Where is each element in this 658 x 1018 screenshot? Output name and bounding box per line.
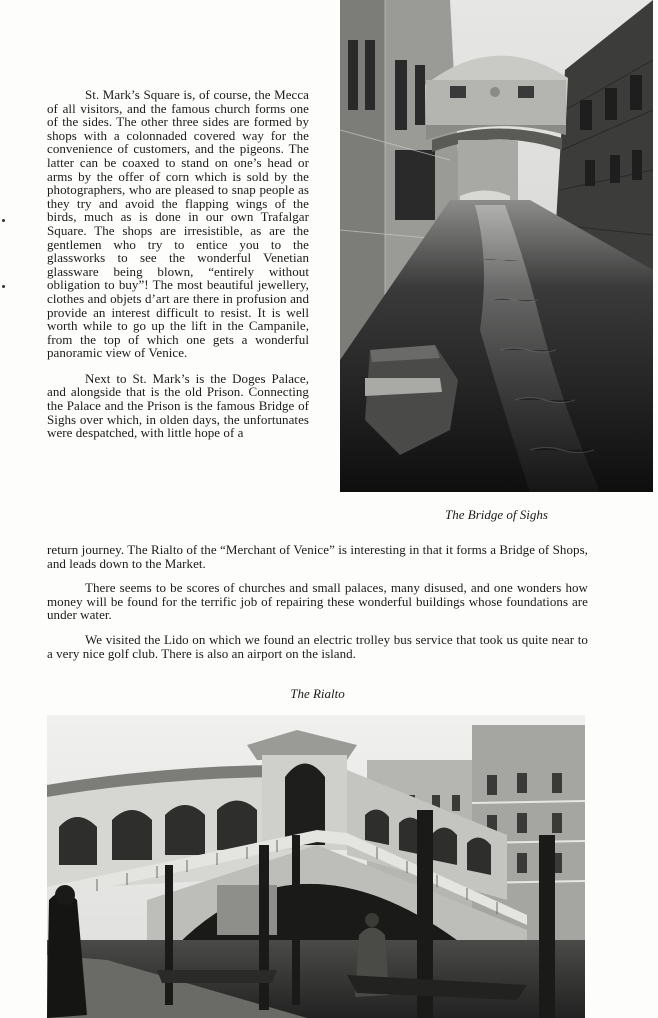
- caption-bridge-of-sighs: The Bridge of Sighs: [445, 507, 548, 522]
- print-speck: [2, 285, 5, 288]
- paragraph-st-marks: St. Mark’s Square is, of course, the Mecca of all visitors, and the famous church forms one of the sides. The other three sides are formed by shops with a colonnaded covered way for the convenience of customers, and the pigeons. The latter can be coaxed to stand on one’s head or arms by the offer of corn which is sold by the photographers, who are pleased to snap people as they try and avoid the flapping wings of the birds, much as is done in our own Trafalgar Square. The shops are irresistible, as are the gentlemen who try to entice you to the glassworks to see the wonderful Venetian glassware being blown, “entirely without obligation to buy”! The most beautiful jewellery, clothes and objets d’art are there in profusion and provide an interest difficult to resist. It is well worth while to go up the lift in the Campanile, from the top of which one gets a wonderful panoramic view of Venice.: [47, 87, 309, 361]
- paragraph-lido: We visited the Lido on which we found an electric trolley bus service that took us quite near to a very nice golf club. There is also an airport on the island.: [47, 631, 588, 661]
- full-width-text: [47, 543, 588, 660]
- left-column-text: [47, 88, 309, 440]
- paragraph-doges-palace: Next to St. Mark’s is the Doges Palace, and alongside that is the old Prison. Connecting the Palace and the Prison is the famous Bridge of Sighs over which, in olden days, the unfortunates were despatched, with little hope of a: [47, 370, 309, 441]
- photo-bridge-of-sighs: [340, 0, 653, 492]
- print-speck: [2, 219, 5, 222]
- paragraph-rialto: return journey. The Rialto of the “Merchant of Venice” is interesting in that it forms a Bridge of Shops, and leads down to the Market.: [47, 542, 588, 571]
- caption-rialto: The Rialto: [290, 686, 345, 701]
- rialto-bridge-image: [47, 715, 585, 1018]
- paragraph-churches: There seems to be scores of churches and small palaces, many disused, and one wonders how money will be found for the terrific job of repairing these wonderful buildings whose foundations are under water.: [47, 580, 588, 623]
- photo-rialto: [47, 715, 585, 1018]
- bridge-of-sighs-image: [340, 0, 653, 492]
